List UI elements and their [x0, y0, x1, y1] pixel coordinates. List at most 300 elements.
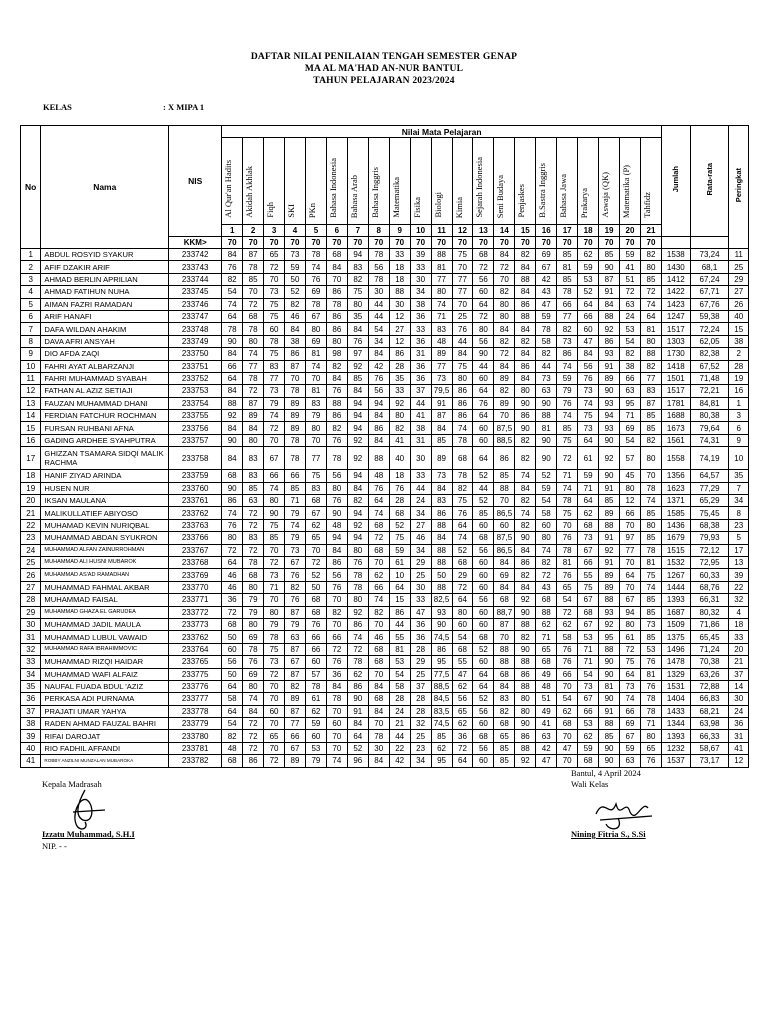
row-number: 20 — [21, 495, 41, 507]
score-cell: 41 — [410, 410, 431, 422]
student-nis: 233767 — [169, 544, 222, 556]
score-cell: 73 — [557, 335, 578, 347]
kkm-value: 70 — [285, 237, 306, 249]
score-cell: 64 — [452, 519, 473, 531]
rank: 3 — [729, 410, 749, 422]
score-cell: 82 — [640, 360, 661, 372]
table-row — [21, 385, 749, 397]
rank: 27 — [729, 286, 749, 298]
score-cell: 86 — [452, 397, 473, 409]
score-cell: 82 — [494, 286, 515, 298]
score-cell: 66 — [557, 298, 578, 310]
rank: 10 — [729, 447, 749, 470]
score-cell: 28 — [410, 705, 431, 717]
rank: 21 — [729, 656, 749, 668]
score-cell: 44 — [368, 298, 389, 310]
score-cell: 75 — [347, 286, 368, 298]
score-cell: 48 — [326, 519, 347, 531]
kkm-value: 70 — [640, 237, 661, 249]
student-name: FAHRI AYAT ALBARZANJI — [41, 360, 169, 372]
score-cell: 52 — [473, 470, 494, 482]
score-cell: 89 — [599, 507, 620, 519]
score-cell: 82 — [389, 422, 410, 434]
table-row — [21, 544, 749, 556]
kkm-value: 70 — [410, 237, 431, 249]
row-number: 12 — [21, 385, 41, 397]
student-nis: 233755 — [169, 410, 222, 422]
academic-year: TAHUN PELAJARAN 2023/2024 — [313, 76, 455, 86]
score-cell: 64 — [640, 310, 661, 322]
score-cell: 70 — [264, 742, 285, 754]
student-nis: 233781 — [169, 742, 222, 754]
score-cell: 65 — [557, 581, 578, 593]
row-number: 25 — [21, 556, 41, 568]
score-cell: 34 — [410, 755, 431, 767]
score-cell: 64 — [578, 495, 599, 507]
total-score: 1329 — [662, 668, 691, 680]
student-nis: 233782 — [169, 755, 222, 767]
report-date: Bantul, 4 April 2024 — [571, 768, 641, 778]
score-cell: 83 — [305, 397, 326, 409]
score-cell: 61 — [620, 631, 641, 643]
score-cell: 54 — [578, 668, 599, 680]
score-cell: 89 — [285, 410, 306, 422]
score-cell: 84 — [326, 544, 347, 556]
score-cell: 63 — [620, 755, 641, 767]
score-cell: 48 — [368, 470, 389, 482]
kkm-empty — [662, 237, 691, 249]
score-cell: 18 — [389, 470, 410, 482]
score-cell: 89 — [494, 397, 515, 409]
student-name: AHMAD FATIHUN NUHA — [41, 286, 169, 298]
rank: 11 — [729, 249, 749, 261]
subject-number: 7 — [347, 225, 368, 237]
score-cell: 82 — [515, 495, 536, 507]
score-cell: 56 — [368, 385, 389, 397]
score-cell: 75 — [264, 643, 285, 655]
score-cell: 52 — [536, 470, 557, 482]
score-cell: 84 — [515, 372, 536, 384]
kelas-label: KELAS — [43, 102, 72, 112]
rank: 34 — [729, 495, 749, 507]
row-number: 38 — [21, 718, 41, 730]
score-cell: 68 — [326, 249, 347, 261]
row-number: 26 — [21, 569, 41, 581]
score-cell: 80 — [640, 519, 661, 531]
score-cell: 80 — [494, 310, 515, 322]
score-cell: 68 — [452, 643, 473, 655]
score-cell: 72 — [243, 730, 264, 742]
score-cell: 88 — [431, 556, 452, 568]
score-cell: 49 — [536, 705, 557, 717]
score-cell: 90 — [536, 434, 557, 446]
score-cell: 41 — [389, 434, 410, 446]
score-cell: 68 — [452, 447, 473, 470]
student-nis: 233771 — [169, 594, 222, 606]
score-cell: 70 — [494, 273, 515, 285]
score-cell: 72 — [557, 447, 578, 470]
row-number: 8 — [21, 335, 41, 347]
score-cell: 50 — [222, 631, 243, 643]
score-cell: 18 — [389, 273, 410, 285]
score-cell: 52 — [452, 544, 473, 556]
score-cell: 80 — [452, 606, 473, 618]
subject-header: Bahasa Inggris — [368, 138, 389, 225]
student-nis: 233758 — [169, 447, 222, 470]
score-cell: 59 — [305, 718, 326, 730]
score-cell: 86 — [515, 298, 536, 310]
score-cell: 80 — [515, 705, 536, 717]
score-cell: 70 — [620, 581, 641, 593]
score-cell: 70 — [557, 519, 578, 531]
score-cell: 83 — [243, 447, 264, 470]
score-cell: 69 — [305, 335, 326, 347]
score-cell: 60 — [473, 656, 494, 668]
score-cell: 93 — [599, 348, 620, 360]
student-nis: 233757 — [169, 434, 222, 446]
student-nis: 233743 — [169, 261, 222, 273]
score-cell: 82 — [640, 434, 661, 446]
score-cell: 79 — [285, 507, 306, 519]
score-cell: 33 — [389, 385, 410, 397]
score-cell: 70 — [368, 668, 389, 680]
total-score: 1688 — [662, 410, 691, 422]
score-cell: 89 — [243, 410, 264, 422]
total-score: 1623 — [662, 482, 691, 494]
score-cell: 54 — [222, 718, 243, 730]
score-cell: 79 — [243, 606, 264, 618]
score-cell: 72 — [640, 286, 661, 298]
score-cell: 68 — [222, 618, 243, 630]
score-cell: 85 — [640, 606, 661, 618]
score-cell: 50 — [305, 581, 326, 593]
score-cell: 66 — [620, 372, 641, 384]
score-cell: 80 — [243, 335, 264, 347]
total-score: 1585 — [662, 507, 691, 519]
student-nis: 233759 — [169, 470, 222, 482]
subject-header: Prakarya — [578, 138, 599, 225]
score-cell: 54 — [557, 594, 578, 606]
score-cell: 68 — [578, 606, 599, 618]
score-cell: 84 — [494, 680, 515, 692]
score-cell: 70 — [640, 470, 661, 482]
score-cell: 91 — [599, 532, 620, 544]
score-cell: 66 — [326, 631, 347, 643]
score-cell: 60 — [305, 730, 326, 742]
score-cell: 72 — [243, 385, 264, 397]
score-cell: 84 — [222, 348, 243, 360]
score-cell: 63 — [536, 385, 557, 397]
score-cell: 84 — [599, 298, 620, 310]
score-cell: 60 — [326, 718, 347, 730]
score-cell: 34 — [410, 286, 431, 298]
rank: 26 — [729, 298, 749, 310]
score-cell: 84 — [326, 372, 347, 384]
score-cell: 85 — [557, 249, 578, 261]
score-cell: 78 — [243, 323, 264, 335]
subject-header: Fiqh — [264, 138, 285, 225]
score-cell: 84 — [515, 544, 536, 556]
score-cell: 82 — [285, 680, 306, 692]
score-cell: 82 — [222, 730, 243, 742]
score-cell: 90 — [515, 397, 536, 409]
student-name: ARIF HANAFI — [41, 310, 169, 322]
score-cell: 87 — [285, 606, 306, 618]
score-cell: 73 — [620, 680, 641, 692]
score-cell: 12 — [389, 310, 410, 322]
score-cell: 97 — [620, 532, 641, 544]
score-cell: 56 — [473, 594, 494, 606]
score-cell: 90 — [431, 618, 452, 630]
average-score: 74,31 — [690, 434, 729, 446]
score-cell: 80 — [305, 422, 326, 434]
score-cell: 85 — [557, 273, 578, 285]
score-cell: 66 — [620, 507, 641, 519]
score-cell: 31 — [410, 348, 431, 360]
score-cell: 69 — [243, 631, 264, 643]
rank: 24 — [729, 705, 749, 717]
score-cell: 86 — [368, 422, 389, 434]
principal-name: Izzatu Muhammad, S.H.I — [42, 829, 135, 839]
score-cell: 64 — [452, 594, 473, 606]
score-cell: 76 — [557, 532, 578, 544]
score-cell: 44 — [473, 360, 494, 372]
row-number: 7 — [21, 323, 41, 335]
score-cell: 79 — [557, 385, 578, 397]
score-cell: 78 — [368, 273, 389, 285]
score-cell: 90 — [473, 348, 494, 360]
score-cell: 64 — [473, 410, 494, 422]
score-cell: 78 — [285, 434, 306, 446]
table-row — [21, 397, 749, 409]
score-cell: 75 — [557, 507, 578, 519]
score-cell: 30 — [410, 447, 431, 470]
score-cell: 77 — [264, 372, 285, 384]
rank: 20 — [729, 643, 749, 655]
score-cell: 38 — [410, 422, 431, 434]
score-cell: 87 — [640, 397, 661, 409]
score-cell: 75 — [389, 532, 410, 544]
score-cell: 78 — [243, 643, 264, 655]
score-cell: 76 — [557, 656, 578, 668]
score-cell: 34 — [368, 335, 389, 347]
total-score: 1687 — [662, 606, 691, 618]
subject-header: Kimia — [452, 138, 473, 225]
score-cell: 76 — [640, 656, 661, 668]
score-cell: 66 — [285, 730, 306, 742]
score-cell: 70 — [305, 544, 326, 556]
table-row — [21, 693, 749, 705]
student-name: RIO FADHIL AFFANDI — [41, 742, 169, 754]
score-cell: 64 — [452, 755, 473, 767]
table-row — [21, 705, 749, 717]
row-number: 32 — [21, 643, 41, 655]
score-cell: 70 — [452, 298, 473, 310]
average-score: 72,88 — [690, 680, 729, 692]
subject-number: 21 — [640, 225, 661, 237]
score-cell: 85 — [347, 372, 368, 384]
average-score: 68,38 — [690, 519, 729, 531]
score-cell: 91 — [599, 705, 620, 717]
student-name: FURSAN RUHBANI AFNA — [41, 422, 169, 434]
table-row — [21, 730, 749, 742]
table-row — [21, 618, 749, 630]
score-cell: 79,5 — [431, 385, 452, 397]
score-cell: 91 — [347, 705, 368, 717]
score-cell: 94 — [347, 532, 368, 544]
subject-number: 13 — [473, 225, 494, 237]
row-number: 30 — [21, 618, 41, 630]
score-cell: 12 — [620, 495, 641, 507]
score-cell: 78 — [264, 631, 285, 643]
table-row — [21, 519, 749, 531]
score-cell: 56 — [222, 656, 243, 668]
score-cell: 84 — [431, 532, 452, 544]
score-cell: 60 — [473, 372, 494, 384]
score-cell: 82 — [515, 335, 536, 347]
subject-number: 15 — [515, 225, 536, 237]
rank: 37 — [729, 668, 749, 680]
score-cell: 74 — [305, 360, 326, 372]
score-cell: 77 — [640, 372, 661, 384]
total-score: 1412 — [662, 273, 691, 285]
subject-number: 9 — [389, 225, 410, 237]
row-number: 36 — [21, 693, 41, 705]
score-cell: 73 — [640, 618, 661, 630]
score-cell: 93 — [431, 606, 452, 618]
score-cell: 68 — [536, 656, 557, 668]
score-cell: 85 — [640, 273, 661, 285]
rank: 12 — [729, 755, 749, 767]
score-cell: 53 — [578, 718, 599, 730]
kkm-value: 70 — [620, 237, 641, 249]
score-cell: 82 — [515, 434, 536, 446]
score-cell: 78 — [640, 544, 661, 556]
subject-number: 18 — [578, 225, 599, 237]
subject-header: Bahasa Indonesia — [326, 138, 347, 225]
total-score: 1393 — [662, 594, 691, 606]
student-nis: 233773 — [169, 618, 222, 630]
score-cell: 12 — [389, 335, 410, 347]
score-cell: 84 — [368, 680, 389, 692]
student-name: FATHAN AL AZIZ SETIAJI — [41, 385, 169, 397]
score-cell: 91 — [599, 286, 620, 298]
row-number: 39 — [21, 730, 41, 742]
score-cell: 90 — [222, 335, 243, 347]
score-cell: 82 — [326, 606, 347, 618]
row-number: 19 — [21, 482, 41, 494]
score-cell: 71 — [578, 643, 599, 655]
table-row — [21, 668, 749, 680]
student-nis: 233775 — [169, 668, 222, 680]
rank: 39 — [729, 569, 749, 581]
rank: 38 — [729, 335, 749, 347]
score-cell: 81 — [640, 668, 661, 680]
score-cell: 67 — [285, 656, 306, 668]
score-cell: 63 — [620, 298, 641, 310]
score-cell: 78 — [326, 298, 347, 310]
score-cell: 52 — [473, 495, 494, 507]
total-score: 1356 — [662, 470, 691, 482]
score-cell: 70 — [264, 273, 285, 285]
score-cell: 70 — [368, 618, 389, 630]
row-number: 10 — [21, 360, 41, 372]
row-number: 6 — [21, 310, 41, 322]
average-score: 74,19 — [690, 447, 729, 470]
score-cell: 36 — [410, 618, 431, 630]
rank: 6 — [729, 422, 749, 434]
average-score: 70,38 — [690, 656, 729, 668]
rank: 17 — [729, 544, 749, 556]
average-score: 62,05 — [690, 335, 729, 347]
score-cell: 88 — [599, 643, 620, 655]
score-cell: 87 — [285, 705, 306, 717]
score-cell: 77 — [243, 360, 264, 372]
score-cell: 93 — [599, 606, 620, 618]
score-cell: 76 — [285, 569, 306, 581]
score-cell: 36 — [410, 335, 431, 347]
score-cell: 72 — [557, 606, 578, 618]
rank: 18 — [729, 618, 749, 630]
score-cell: 84 — [347, 482, 368, 494]
score-cell: 67 — [620, 594, 641, 606]
score-cell: 55 — [389, 631, 410, 643]
score-cell: 75 — [557, 434, 578, 446]
score-cell: 84 — [578, 348, 599, 360]
score-cell: 70 — [557, 680, 578, 692]
rank: 9 — [729, 434, 749, 446]
total-score: 1501 — [662, 372, 691, 384]
average-score: 59,38 — [690, 310, 729, 322]
score-cell: 94 — [620, 606, 641, 618]
score-cell: 90 — [599, 470, 620, 482]
kkm-value: 70 — [599, 237, 620, 249]
score-cell: 88 — [222, 397, 243, 409]
score-cell: 88,7 — [494, 606, 515, 618]
score-cell: 62 — [557, 705, 578, 717]
average-score: 79,93 — [690, 532, 729, 544]
total-score: 1517 — [662, 323, 691, 335]
score-cell: 92 — [599, 447, 620, 470]
score-cell: 88 — [515, 656, 536, 668]
table-row — [21, 360, 749, 372]
score-cell: 75 — [264, 298, 285, 310]
score-cell: 56 — [326, 569, 347, 581]
average-score: 84,81 — [690, 397, 729, 409]
homeroom-signature — [590, 790, 660, 834]
score-cell: 46 — [222, 581, 243, 593]
rank: 8 — [729, 507, 749, 519]
score-cell: 71 — [578, 482, 599, 494]
score-cell: 84 — [222, 422, 243, 434]
score-cell: 64 — [473, 447, 494, 470]
score-cell: 76 — [452, 323, 473, 335]
score-cell: 85 — [599, 249, 620, 261]
score-cell: 64 — [222, 372, 243, 384]
score-cell: 76 — [640, 755, 661, 767]
subject-header: Tahfidz — [640, 138, 661, 225]
score-cell: 64 — [222, 680, 243, 692]
score-cell: 47 — [557, 742, 578, 754]
score-cell: 72 — [243, 718, 264, 730]
score-cell: 25 — [410, 569, 431, 581]
score-cell: 86 — [431, 643, 452, 655]
score-cell: 88 — [431, 544, 452, 556]
score-cell: 70 — [557, 730, 578, 742]
student-name: DAVA AFRI ANSYAH — [41, 335, 169, 347]
score-cell: 70 — [326, 705, 347, 717]
grades-table — [20, 125, 749, 768]
